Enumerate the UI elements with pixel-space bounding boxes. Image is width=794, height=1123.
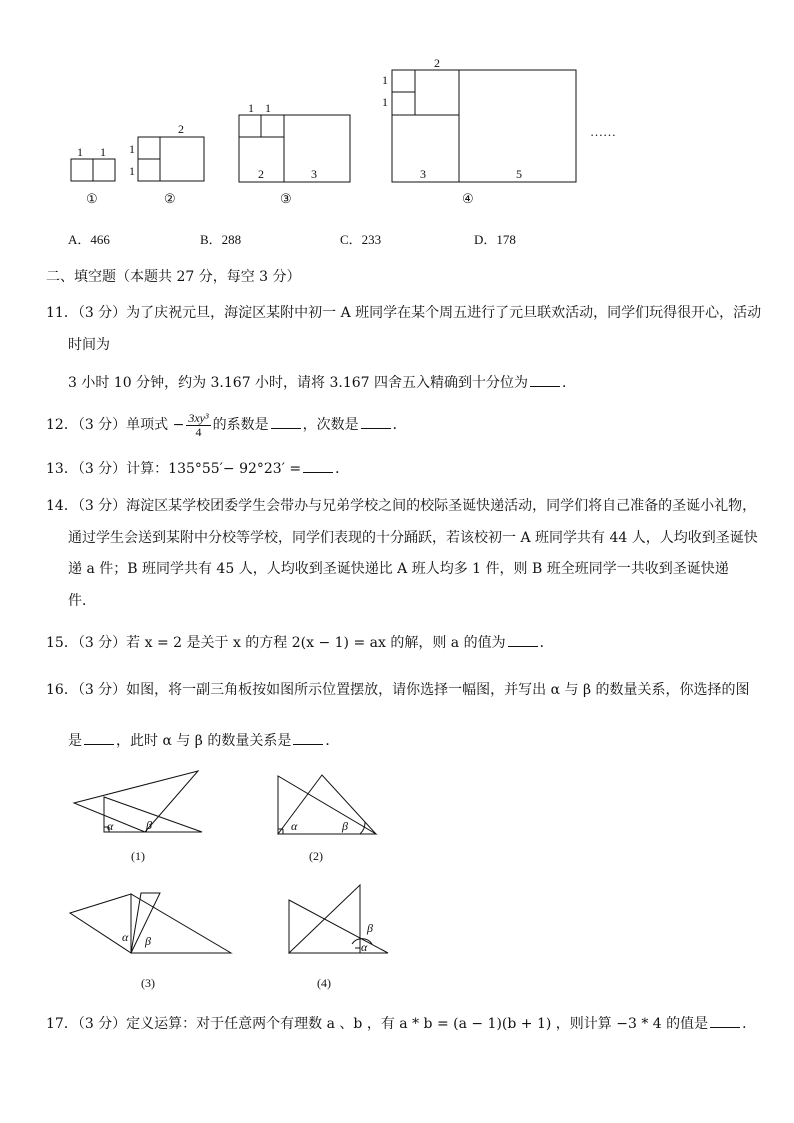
fig-number-3: ③ <box>280 191 292 206</box>
q12-denominator: 4 <box>195 424 202 439</box>
q14-line1: 14．（3 分）海淀区某学校团委学生会带办与兄弟学校之间的校际圣诞快递活动，同学们将自己准备的圣诞小礼物， <box>46 498 757 514</box>
fig1-label-a: 1 <box>77 145 83 159</box>
fig4-label-top: 2 <box>434 56 440 70</box>
q11-line2: 时间为 <box>68 337 110 353</box>
caption-4: (4) <box>317 976 331 990</box>
caption-3: (3) <box>141 976 155 990</box>
q12-mid: 的系数是 <box>212 417 269 433</box>
option-d: D．178 <box>474 232 516 247</box>
fig3-label-t1: 1 <box>248 101 254 115</box>
fig2-beta: β <box>342 819 348 833</box>
caption-1: (1) <box>131 849 145 863</box>
fig4-beta: β <box>367 921 373 935</box>
rectangle-sequence-figure <box>0 50 794 215</box>
q11-line3-text: 3 小时 10 分钟，约为 3.167 小时，请将 3.167 四舍五入精确到十分位为 <box>68 375 529 391</box>
fig1-beta: β <box>146 818 152 832</box>
q16-blank-figure <box>84 730 114 745</box>
fig2-alpha: α <box>291 819 298 833</box>
fig3-beta: β <box>145 934 151 948</box>
q13-end: ． <box>335 461 350 477</box>
q13-line <box>46 458 349 479</box>
fig2-label-l2: 1 <box>129 164 135 178</box>
fig3-alpha: α <box>122 930 129 944</box>
q17-blank <box>710 1013 740 1028</box>
triangle-figures <box>0 760 794 1000</box>
fig-number-1: ① <box>86 191 98 206</box>
q16-line2a: 是 <box>68 733 82 749</box>
q12-blank-coefficient <box>271 414 301 429</box>
fig2-label-top: 2 <box>178 122 184 136</box>
option-a: A．466 <box>68 232 110 247</box>
caption-2: (2) <box>309 849 323 863</box>
fig4-label-b3: 3 <box>420 167 426 181</box>
q17-text: 17．（3 分）定义运算：对于任意两个有理数 a 、b ，有 a * b = (a − 1)(b + 1) ，则计算 −3 * 4 的值是 <box>46 1016 709 1032</box>
q12-blank-degree <box>361 414 391 429</box>
q12-end: ． <box>392 417 407 433</box>
option-b: B．288 <box>200 232 242 247</box>
q12-numerator: 3xy³ <box>188 410 209 425</box>
q12-mid2: ，次数是 <box>302 417 359 433</box>
q15-end: ． <box>539 635 554 651</box>
q16-blank-relation <box>293 730 323 745</box>
q11-line3 <box>68 372 576 393</box>
q11-end: ． <box>562 375 577 391</box>
fig3-label-b2: 2 <box>258 167 264 181</box>
q11-answer-blank <box>530 372 560 387</box>
fig4-label-l1: 1 <box>382 73 388 87</box>
q14-line2: 通过学生会送到某附中分校等学校，同学们表现的十分踊跃，若该校初一 A 班同学共有 44 人，人均收到圣诞快 <box>68 530 758 546</box>
q15-blank <box>508 632 538 647</box>
q12-fraction <box>186 412 210 439</box>
q16-end: ． <box>325 733 340 749</box>
q14-line4: 件． <box>68 593 96 609</box>
fig1-label-b: 1 <box>100 145 106 159</box>
fig-number-4: ④ <box>462 191 474 206</box>
q16-line2b: ，此时 α 与 β 的数量关系是 <box>116 733 292 749</box>
fig4-label-b5: 5 <box>516 167 522 181</box>
q16-line1: 16．（3 分）如图，将一副三角板按如图所示位置摆放，请你选择一幅图，并写出 α 与 β 的数量关系，你选择的图 <box>46 682 750 698</box>
q14-line3: 递 a 件；B 班同学共有 45 人，人均收到圣诞快递比 A 班人均多 1 件，则 B 班全班同学一共收到圣诞快递 <box>68 561 729 577</box>
q12-line <box>46 408 407 442</box>
q15-line <box>46 632 554 653</box>
q17-end: ． <box>742 1016 757 1032</box>
fig3-label-t2: 1 <box>265 101 271 115</box>
q16-line2 <box>68 730 339 751</box>
fig4-label-l2: 1 <box>382 95 388 109</box>
q17-line <box>46 1013 756 1034</box>
q13-text: 13．（3 分）计算：135°55′− 92°23′ = <box>46 461 302 477</box>
fig2-label-l1: 1 <box>129 142 135 156</box>
q12-prefix: 12．（3 分）单项式 − <box>46 417 185 433</box>
q13-blank <box>303 458 333 473</box>
fig4-alpha: α <box>361 940 368 954</box>
section-title: 二、填空题（本题共 27 分，每空 3 分） <box>46 269 301 285</box>
ellipsis: …… <box>590 124 616 139</box>
fig-number-2: ② <box>164 191 176 206</box>
option-c: C．233 <box>340 232 382 247</box>
q15-text: 15．（3 分）若 x = 2 是关于 x 的方程 2(x − 1) = ax 的解，则 a 的值为 <box>46 635 506 651</box>
fig1-alpha: α <box>107 819 114 833</box>
fig3-label-b3: 3 <box>311 167 317 181</box>
q11-line1: 11．（3 分）为了庆祝元旦，海淀区某附中初一 A 班同学在某个周五进行了元旦联欢活动，同学们玩得很开心，活动 <box>46 305 762 321</box>
